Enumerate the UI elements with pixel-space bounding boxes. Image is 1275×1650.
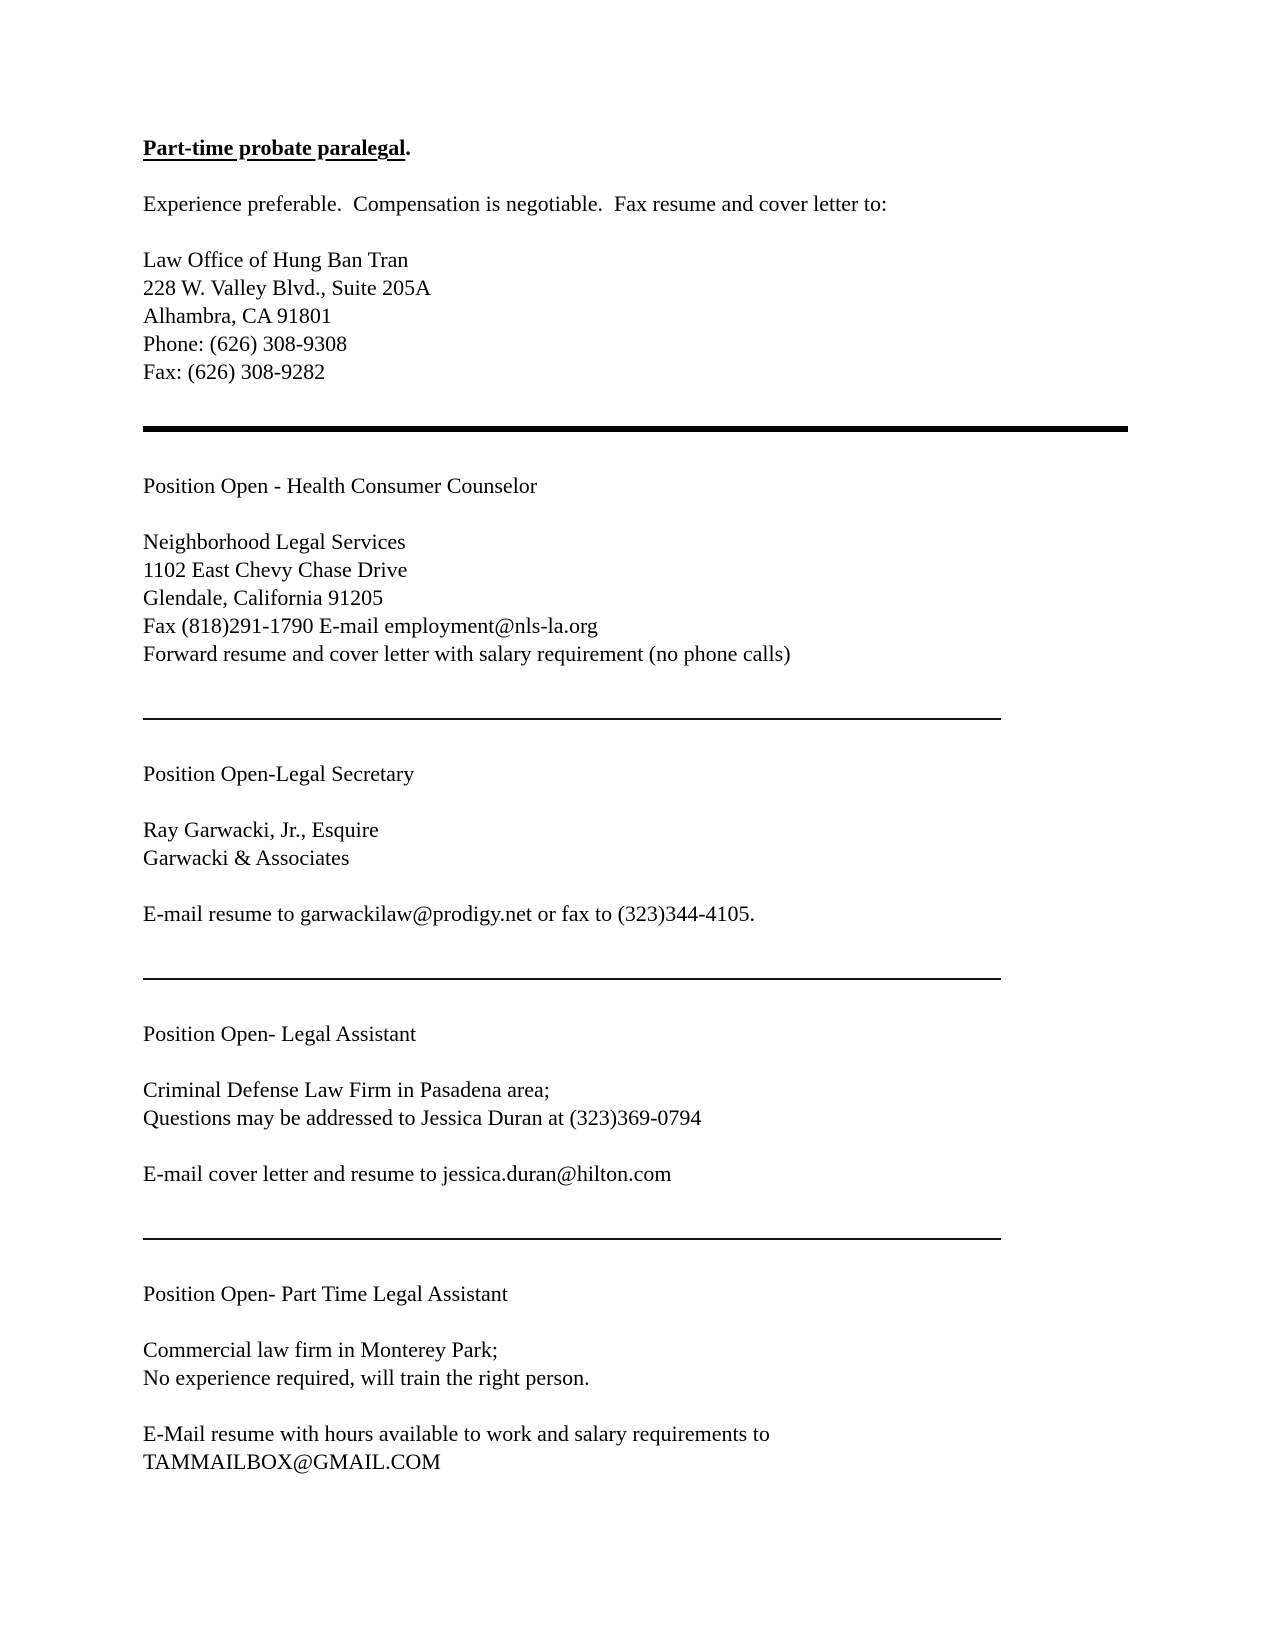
section-title: Position Open-Legal Secretary [143,761,415,786]
section-divider-line [143,978,1001,980]
section-legal-secretary [143,760,1145,928]
contact-line-fax: Fax: (626) 308-9282 [143,359,326,384]
section-line: Commercial law firm in Monterey Park; [143,1337,498,1362]
section-paragraph [143,816,1145,872]
section-line: Criminal Defense Law Firm in Pasadena area; [143,1077,550,1102]
section-paragraph [143,1160,1145,1188]
section-legal-assistant [143,1020,1145,1188]
section-line: TAMMAILBOX@GMAIL.COM [143,1449,441,1474]
section-divider-line [143,1238,1001,1240]
section-paragraph [143,528,1145,668]
section-line: Forward resume and cover letter with salary requirement (no phone calls) [143,641,791,666]
section-line: Fax (818)291-1790 E-mail employment@nls-la.org [143,613,598,638]
section-divider-line [143,718,1001,720]
section-line: Questions may be addressed to Jessica Duran at (323)369-0794 [143,1105,702,1130]
intro-line: Experience preferable. Compensation is negotiable. Fax resume and cover letter to: [143,191,888,216]
document-heading [143,134,1145,162]
section-paragraph [143,900,1145,928]
contact-line-city: Alhambra, CA 91801 [143,303,332,328]
heading-period: . [405,135,411,160]
section-line: E-Mail resume with hours available to work and salary requirements to [143,1421,770,1446]
heading-underlined-text: Part-time probate paralegal [143,135,406,160]
section-line: E-mail cover letter and resume to jessica.duran@hilton.com [143,1161,672,1186]
section-line: E-mail resume to garwackilaw@prodigy.net or fax to (323)344-4105. [143,901,756,926]
contact-line-street: 228 W. Valley Blvd., Suite 205A [143,275,432,300]
section-paragraph [143,1420,1145,1476]
section-line: No experience required, will train the right person. [143,1365,590,1390]
contact-line-office: Law Office of Hung Ban Tran [143,247,409,272]
section-title: Position Open- Legal Assistant [143,1021,417,1046]
section-paragraph [143,1076,1145,1132]
thick-divider-rule [143,426,1128,432]
section-part-time-legal-assistant [143,1280,1145,1476]
section-health-consumer-counselor [143,472,1145,668]
section-line: Ray Garwacki, Jr., Esquire [143,817,379,842]
section-line: Neighborhood Legal Services [143,529,406,554]
contact-line-phone: Phone: (626) 308-9308 [143,331,348,356]
section-line: Garwacki & Associates [143,845,350,870]
section-line: Glendale, California 91205 [143,585,384,610]
section-line: 1102 East Chevy Chase Drive [143,557,408,582]
contact-block [143,246,1145,386]
section-title: Position Open- Part Time Legal Assistant [143,1281,508,1306]
section-paragraph [143,1336,1145,1392]
section-title: Position Open - Health Consumer Counselor [143,473,538,498]
